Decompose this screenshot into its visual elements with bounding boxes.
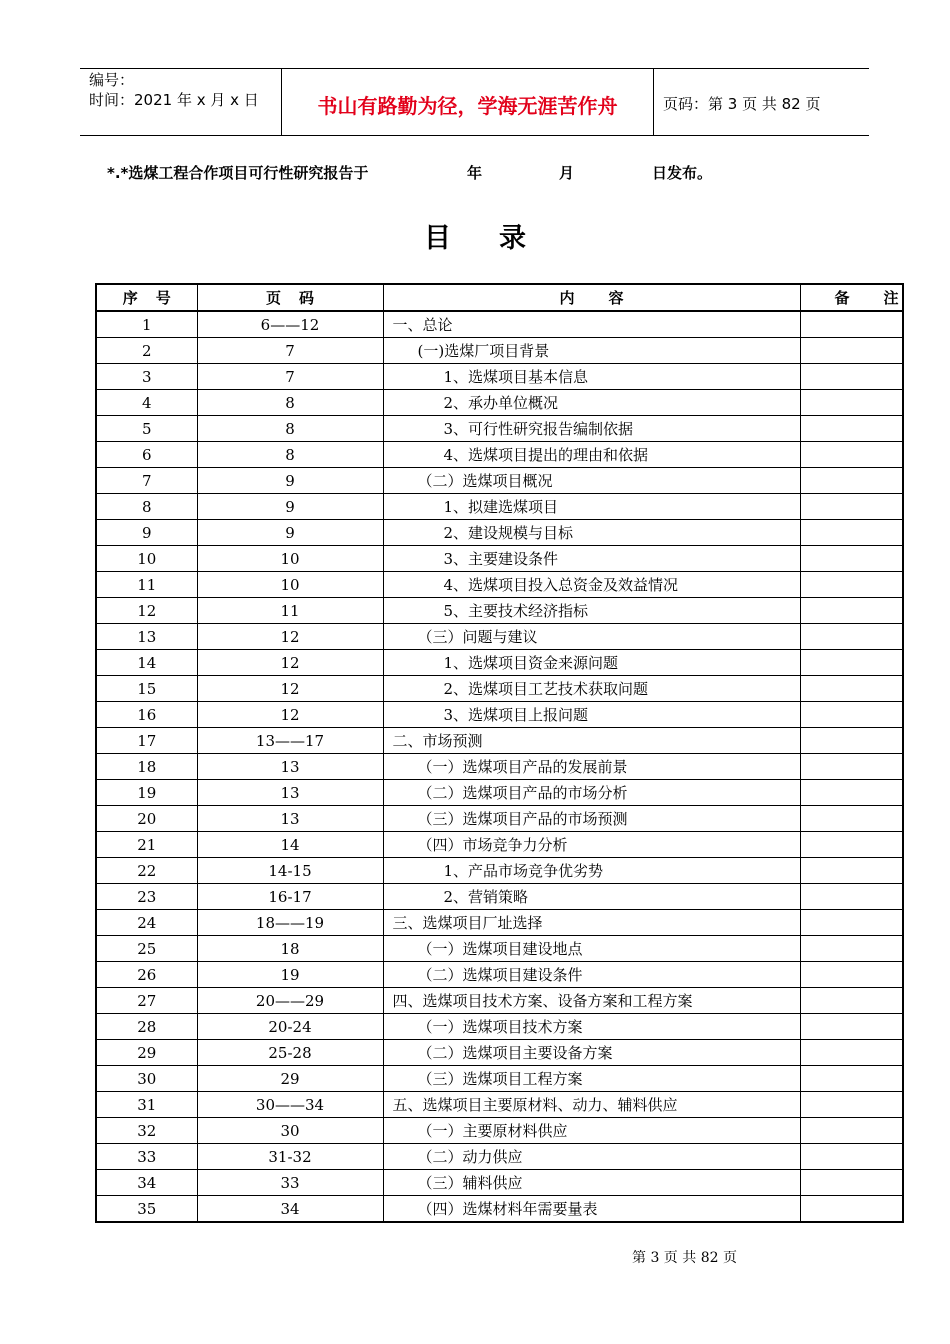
- toc-row-remarks: [800, 884, 903, 910]
- toc-row-page: 30——34: [197, 1092, 383, 1118]
- toc-row-page: 25-28: [197, 1040, 383, 1066]
- toc-row-content: 3、选煤项目上报问题: [383, 702, 800, 728]
- toc-row-remarks: [800, 390, 903, 416]
- toc-row-number: 33: [96, 1144, 197, 1170]
- toc-row-page: 9: [197, 468, 383, 494]
- toc-row-page: 18——19: [197, 910, 383, 936]
- release-month: 月: [559, 164, 575, 182]
- toc-row-number: 18: [96, 754, 197, 780]
- toc-row-page: 10: [197, 546, 383, 572]
- toc-row-remarks: [800, 338, 903, 364]
- toc-row-content: （一）主要原材料供应: [383, 1118, 800, 1144]
- toc-row: [96, 1066, 903, 1092]
- header-time-label: 时间：2021 年 x 月 x 日: [89, 91, 259, 109]
- toc-row-page: 20——29: [197, 988, 383, 1014]
- toc-row-number: 32: [96, 1118, 197, 1144]
- toc-row-remarks: [800, 780, 903, 806]
- toc-row-number: 14: [96, 650, 197, 676]
- toc-row-content: 2、营销策略: [383, 884, 800, 910]
- toc-row-page: 13: [197, 754, 383, 780]
- toc-row-remarks: [800, 468, 903, 494]
- col-header-number: 序号: [96, 284, 197, 311]
- toc-row: [96, 416, 903, 442]
- toc-row: [96, 1014, 903, 1040]
- toc-row-page: 16-17: [197, 884, 383, 910]
- toc-row-page: 30: [197, 1118, 383, 1144]
- toc-row: [96, 364, 903, 390]
- toc-row-content: （一）选煤项目产品的发展前景: [383, 754, 800, 780]
- header-top-rule: [80, 68, 869, 69]
- toc-row-remarks: [800, 494, 903, 520]
- toc-row-remarks: [800, 1118, 903, 1144]
- page-footer: 第 3 页 共 82 页: [632, 1250, 737, 1266]
- toc-row: [96, 728, 903, 754]
- toc-row: [96, 442, 903, 468]
- toc-row-remarks: [800, 416, 903, 442]
- header-divider-right: [653, 68, 654, 136]
- toc-row-remarks: [800, 1170, 903, 1196]
- toc-row-content: 1、选煤项目资金来源问题: [383, 650, 800, 676]
- toc-row-number: 9: [96, 520, 197, 546]
- toc-row-content: 四、选煤项目技术方案、设备方案和工程方案: [383, 988, 800, 1014]
- toc-row-content: （二）选煤项目产品的市场分析: [383, 780, 800, 806]
- toc-row-content: 2、承办单位概况: [383, 390, 800, 416]
- toc-row-page: 14: [197, 832, 383, 858]
- toc-row-remarks: [800, 858, 903, 884]
- toc-row-page: 20-24: [197, 1014, 383, 1040]
- toc-row: [96, 1040, 903, 1066]
- toc-row-page: 7: [197, 338, 383, 364]
- toc-row-remarks: [800, 572, 903, 598]
- toc-row-number: 31: [96, 1092, 197, 1118]
- toc-row-page: 13: [197, 806, 383, 832]
- col-header-content: 内容: [383, 284, 800, 311]
- toc-row: [96, 884, 903, 910]
- toc-row-number: 4: [96, 390, 197, 416]
- toc-row-content: （四）市场竞争力分析: [383, 832, 800, 858]
- toc-row-page: 29: [197, 1066, 383, 1092]
- header-meta: [89, 70, 259, 110]
- toc-row-number: 35: [96, 1196, 197, 1223]
- toc-row-page: 10: [197, 572, 383, 598]
- toc-row-remarks: [800, 598, 903, 624]
- toc-row-page: 13——17: [197, 728, 383, 754]
- release-year: 年: [467, 164, 483, 182]
- toc-row: [96, 962, 903, 988]
- toc-body: [96, 311, 903, 1222]
- toc-row-content: （三）选煤项目产品的市场预测: [383, 806, 800, 832]
- toc-row-page: 6——12: [197, 311, 383, 338]
- toc-row-remarks: [800, 910, 903, 936]
- toc-row: [96, 702, 903, 728]
- toc-row-page: 31-32: [197, 1144, 383, 1170]
- toc-row-content: 三、选煤项目厂址选择: [383, 910, 800, 936]
- toc-row-page: 13: [197, 780, 383, 806]
- toc-row-number: 27: [96, 988, 197, 1014]
- release-day: 日发布。: [652, 164, 713, 182]
- toc-row-page: 12: [197, 650, 383, 676]
- toc-row-remarks: [800, 1144, 903, 1170]
- toc-row-content: 2、建设规模与目标: [383, 520, 800, 546]
- toc-row-page: 19: [197, 962, 383, 988]
- toc-row-content: （四）选煤材料年需要量表: [383, 1196, 800, 1223]
- page-title: 目录: [424, 223, 574, 254]
- toc-row: [96, 546, 903, 572]
- toc-row-number: 29: [96, 1040, 197, 1066]
- toc-row-page: 9: [197, 494, 383, 520]
- toc-row-number: 3: [96, 364, 197, 390]
- toc-row-content: （二）选煤项目主要设备方案: [383, 1040, 800, 1066]
- toc-row: [96, 624, 903, 650]
- toc-row-content: 五、选煤项目主要原材料、动力、辅料供应: [383, 1092, 800, 1118]
- toc-row-content: （一）选煤项目建设地点: [383, 936, 800, 962]
- toc-row: [96, 338, 903, 364]
- toc-row-number: 15: [96, 676, 197, 702]
- toc-row-number: 1: [96, 311, 197, 338]
- toc-row-content: （二）选煤项目建设条件: [383, 962, 800, 988]
- header-page-info: 页码：第 3 页 共 82 页: [663, 95, 821, 113]
- toc-row-remarks: [800, 832, 903, 858]
- toc-row-remarks: [800, 650, 903, 676]
- toc-row-number: 21: [96, 832, 197, 858]
- toc-row-page: 12: [197, 702, 383, 728]
- toc-row-number: 22: [96, 858, 197, 884]
- toc-row-number: 7: [96, 468, 197, 494]
- toc-row: [96, 311, 903, 338]
- toc-row-content: (一)选煤厂项目背景: [383, 338, 800, 364]
- toc-row-remarks: [800, 364, 903, 390]
- toc-row-number: 24: [96, 910, 197, 936]
- toc-row-content: （二）动力供应: [383, 1144, 800, 1170]
- toc-row: [96, 988, 903, 1014]
- header-motto: 书山有路勤为径，学海无涯苦作舟: [317, 94, 618, 118]
- toc-row-remarks: [800, 702, 903, 728]
- toc-row-content: （三）问题与建议: [383, 624, 800, 650]
- toc-row-content: 1、选煤项目基本信息: [383, 364, 800, 390]
- toc-row: [96, 650, 903, 676]
- toc-row: [96, 572, 903, 598]
- toc-row-page: 8: [197, 390, 383, 416]
- toc-row-number: 8: [96, 494, 197, 520]
- toc-row-number: 19: [96, 780, 197, 806]
- toc-row-content: （二）选煤项目概况: [383, 468, 800, 494]
- toc-row-page: 33: [197, 1170, 383, 1196]
- toc-row-remarks: [800, 624, 903, 650]
- header-bottom-rule: [80, 135, 869, 136]
- toc-row-page: 34: [197, 1196, 383, 1223]
- toc-row-content: 1、产品市场竞争优劣势: [383, 858, 800, 884]
- toc-row-number: 13: [96, 624, 197, 650]
- toc-row: [96, 1170, 903, 1196]
- toc-row: [96, 468, 903, 494]
- toc-row-content: 4、选煤项目投入总资金及效益情况: [383, 572, 800, 598]
- toc-row-content: 3、主要建设条件: [383, 546, 800, 572]
- toc-row-number: 6: [96, 442, 197, 468]
- toc-row-remarks: [800, 806, 903, 832]
- toc-row-page: 8: [197, 442, 383, 468]
- toc-row: [96, 598, 903, 624]
- toc-row-number: 25: [96, 936, 197, 962]
- toc-row: [96, 390, 903, 416]
- toc-row: [96, 1118, 903, 1144]
- toc-row-number: 23: [96, 884, 197, 910]
- toc-row: [96, 1196, 903, 1223]
- toc-row-remarks: [800, 546, 903, 572]
- toc-row-remarks: [800, 442, 903, 468]
- toc-row-content: （三）辅料供应: [383, 1170, 800, 1196]
- toc-row-page: 11: [197, 598, 383, 624]
- toc-row: [96, 676, 903, 702]
- release-statement: *.*选煤工程合作项目可行性研究报告于: [107, 164, 369, 182]
- toc-row: [96, 936, 903, 962]
- toc-row-number: 28: [96, 1014, 197, 1040]
- toc-row-number: 2: [96, 338, 197, 364]
- toc-row-content: 5、主要技术经济指标: [383, 598, 800, 624]
- toc-row-page: 7: [197, 364, 383, 390]
- toc-row-remarks: [800, 728, 903, 754]
- toc-row-number: 20: [96, 806, 197, 832]
- toc-row: [96, 780, 903, 806]
- toc-row: [96, 1092, 903, 1118]
- toc-row-content: 4、选煤项目提出的理由和依据: [383, 442, 800, 468]
- toc-row-content: 2、选煤项目工艺技术获取问题: [383, 676, 800, 702]
- toc-row-page: 9: [197, 520, 383, 546]
- toc-row-remarks: [800, 520, 903, 546]
- toc-row-remarks: [800, 1040, 903, 1066]
- toc-row-remarks: [800, 988, 903, 1014]
- toc-row-content: 3、可行性研究报告编制依据: [383, 416, 800, 442]
- toc-row: [96, 494, 903, 520]
- toc-row: [96, 806, 903, 832]
- header-code-label: 编号：: [89, 71, 135, 89]
- toc-row-remarks: [800, 676, 903, 702]
- toc-row-content: （三）选煤项目工程方案: [383, 1066, 800, 1092]
- toc-row: [96, 858, 903, 884]
- toc-row-remarks: [800, 311, 903, 338]
- col-header-remarks: 备注: [800, 284, 903, 311]
- toc-row-page: 8: [197, 416, 383, 442]
- toc-row-page: 12: [197, 624, 383, 650]
- toc-row: [96, 754, 903, 780]
- toc-row-number: 12: [96, 598, 197, 624]
- toc-row-remarks: [800, 1066, 903, 1092]
- toc-row: [96, 832, 903, 858]
- toc-row-number: 17: [96, 728, 197, 754]
- toc-row-content: 1、拟建选煤项目: [383, 494, 800, 520]
- toc-row-content: （一）选煤项目技术方案: [383, 1014, 800, 1040]
- toc-row-remarks: [800, 754, 903, 780]
- col-header-page: 页码: [197, 284, 383, 311]
- toc-row-number: 26: [96, 962, 197, 988]
- toc-row-remarks: [800, 962, 903, 988]
- toc-row-content: 一、总论: [383, 311, 800, 338]
- toc-row-page: 14-15: [197, 858, 383, 884]
- toc-header-row: [96, 284, 903, 311]
- toc-row-number: 11: [96, 572, 197, 598]
- toc-row-remarks: [800, 936, 903, 962]
- toc-row-number: 30: [96, 1066, 197, 1092]
- toc-row: [96, 1144, 903, 1170]
- toc-row-number: 5: [96, 416, 197, 442]
- toc-row-page: 18: [197, 936, 383, 962]
- toc-row: [96, 910, 903, 936]
- toc-row-number: 16: [96, 702, 197, 728]
- toc-row-remarks: [800, 1014, 903, 1040]
- toc-row: [96, 520, 903, 546]
- toc-row-page: 12: [197, 676, 383, 702]
- toc-row-content: 二、市场预测: [383, 728, 800, 754]
- toc-table: [95, 283, 933, 1223]
- toc-row-number: 34: [96, 1170, 197, 1196]
- toc-row-remarks: [800, 1196, 903, 1223]
- toc-row-number: 10: [96, 546, 197, 572]
- toc-row-remarks: [800, 1092, 903, 1118]
